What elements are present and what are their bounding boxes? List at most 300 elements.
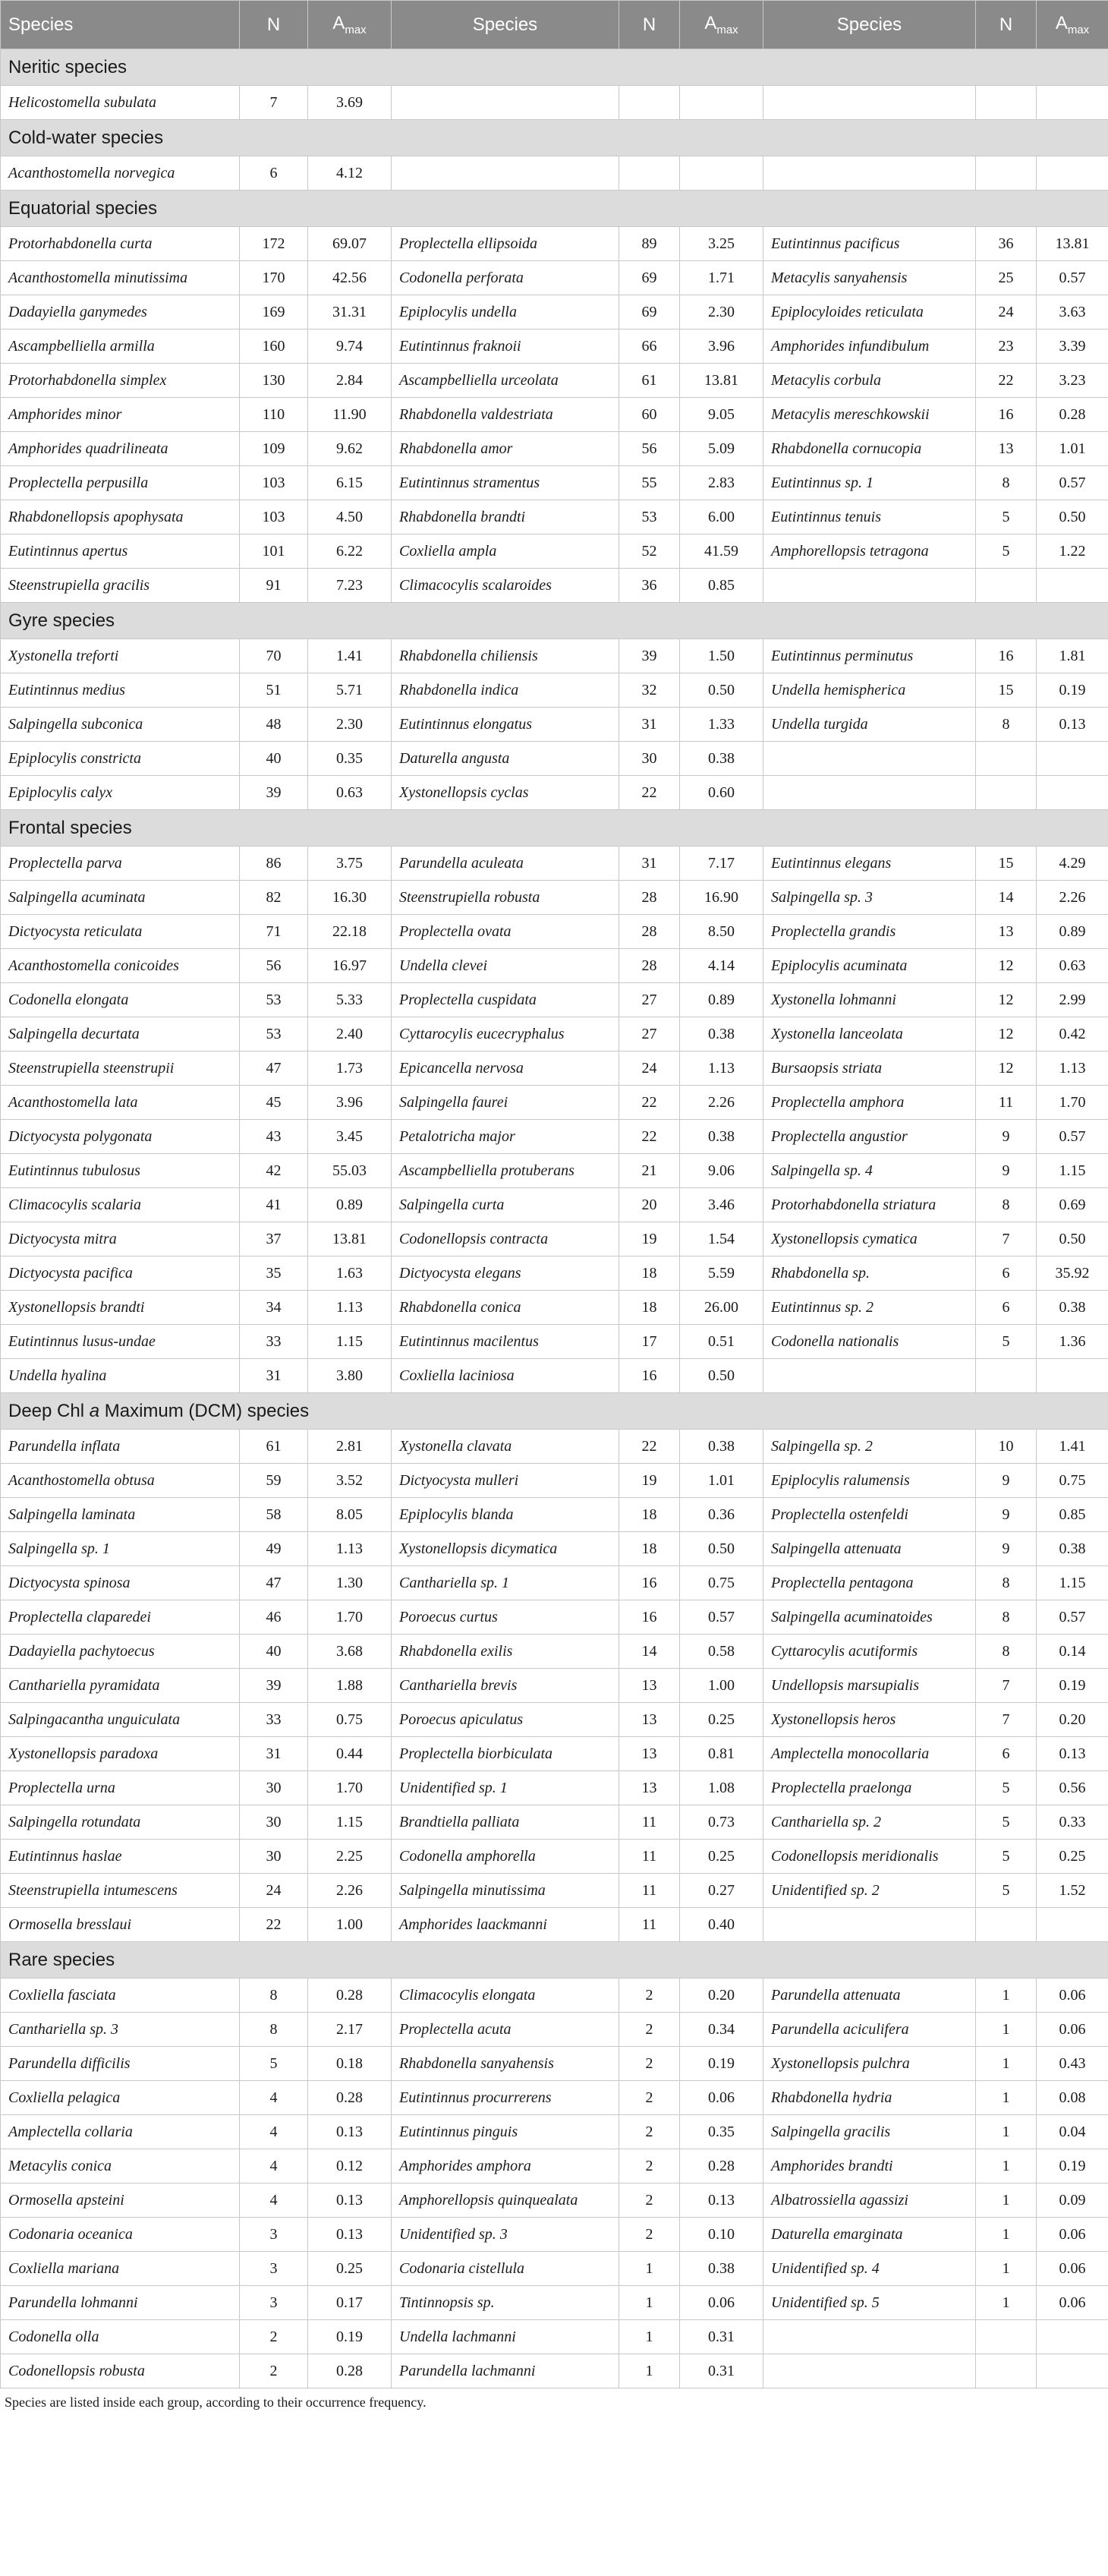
group-title: Gyre species xyxy=(1,603,1108,639)
species-name-cell: Albatrossiella agassizi xyxy=(763,2183,976,2218)
count-cell: 30 xyxy=(240,1805,308,1840)
amax-cell: 0.89 xyxy=(1037,915,1108,949)
species-name-cell: Codonellopsis robusta xyxy=(1,2354,240,2388)
amax-cell: 0.25 xyxy=(680,1703,763,1737)
amax-cell: 2.40 xyxy=(308,1017,392,1052)
count-cell: 8 xyxy=(240,2013,308,2047)
count-cell: 1 xyxy=(976,1979,1037,2013)
amax-cell: 0.06 xyxy=(680,2081,763,2115)
amax-cell: 0.38 xyxy=(680,2252,763,2286)
table-row xyxy=(1,1805,1108,1840)
count-cell: 21 xyxy=(619,1154,680,1188)
species-name-cell: Eutintinnus haslae xyxy=(1,1840,240,1874)
species-name-cell: Rhabdonella valdestriata xyxy=(392,398,619,432)
count-cell: 16 xyxy=(976,639,1037,673)
count-cell: 13 xyxy=(976,915,1037,949)
species-name-cell: Eutintinnus sp. 1 xyxy=(763,466,976,500)
species-name-cell: Epiplocylis blanda xyxy=(392,1498,619,1532)
count-cell: 36 xyxy=(619,569,680,603)
count-cell xyxy=(976,156,1037,191)
species-name-cell xyxy=(763,156,976,191)
amax-cell: 0.19 xyxy=(1037,673,1108,708)
count-cell: 11 xyxy=(619,1805,680,1840)
species-name-cell: Dictyocysta spinosa xyxy=(1,1566,240,1600)
count-cell: 2 xyxy=(619,2013,680,2047)
amax-cell: 0.28 xyxy=(308,2354,392,2388)
species-name-cell: Canthariella sp. 2 xyxy=(763,1805,976,1840)
count-cell: 17 xyxy=(619,1325,680,1359)
amax-cell: 0.13 xyxy=(1037,708,1108,742)
amax-cell: 5.71 xyxy=(308,673,392,708)
species-name-cell: Proplectella cuspidata xyxy=(392,983,619,1017)
species-name-cell: Eutintinnus tubulosus xyxy=(1,1154,240,1188)
amax-cell xyxy=(1037,86,1108,120)
species-name-cell: Xystonella lanceolata xyxy=(763,1017,976,1052)
amax-cell: 1.13 xyxy=(680,1052,763,1086)
count-cell: 40 xyxy=(240,1635,308,1669)
amax-cell: 3.46 xyxy=(680,1188,763,1222)
table-row xyxy=(1,1600,1108,1635)
amax-cell: 3.63 xyxy=(1037,295,1108,329)
amax-cell xyxy=(1037,776,1108,810)
table-row xyxy=(1,2354,1108,2388)
table-row xyxy=(1,569,1108,603)
species-name-cell: Salpingella sp. 4 xyxy=(763,1154,976,1188)
species-name-cell: Xystonellopsis dicymatica xyxy=(392,1532,619,1566)
amax-cell: 0.31 xyxy=(680,2354,763,2388)
table-row xyxy=(1,1154,1108,1188)
amax-cell: 0.13 xyxy=(1037,1737,1108,1771)
count-cell: 2 xyxy=(619,1979,680,2013)
count-cell: 30 xyxy=(240,1771,308,1805)
amax-cell: 8.05 xyxy=(308,1498,392,1532)
species-name-cell: Dictyocysta mulleri xyxy=(392,1464,619,1498)
count-cell: 6 xyxy=(976,1256,1037,1291)
species-name-cell: Codonaria cistellula xyxy=(392,2252,619,2286)
count-cell: 59 xyxy=(240,1464,308,1498)
group-header-row xyxy=(1,120,1108,156)
species-name-cell: Eutintinnus sp. 2 xyxy=(763,1291,976,1325)
amax-cell: 4.50 xyxy=(308,500,392,534)
group-title: Deep Chl a Maximum (DCM) species xyxy=(1,1393,1108,1430)
table-row xyxy=(1,364,1108,398)
species-name-cell: Proplectella claparedei xyxy=(1,1600,240,1635)
table-row xyxy=(1,2252,1108,2286)
amax-cell: 0.19 xyxy=(680,2047,763,2081)
species-name-cell: Eutintinnus lusus-undae xyxy=(1,1325,240,1359)
species-name-cell: Climacocylis elongata xyxy=(392,1979,619,2013)
table-row xyxy=(1,2149,1108,2183)
species-name-cell: Cyttarocylis acutiformis xyxy=(763,1635,976,1669)
species-name-cell: Unidentified sp. 1 xyxy=(392,1771,619,1805)
species-name-cell: Undella hemispherica xyxy=(763,673,976,708)
table-row xyxy=(1,466,1108,500)
species-name-cell: Protorhabdonella curta xyxy=(1,227,240,261)
table-row xyxy=(1,1635,1108,1669)
group-title: Cold-water species xyxy=(1,120,1108,156)
header-species-2: Species xyxy=(392,1,619,49)
species-name-cell: Parundella lachmanni xyxy=(392,2354,619,2388)
count-cell: 1 xyxy=(976,2149,1037,2183)
amax-cell: 1.00 xyxy=(680,1669,763,1703)
amax-cell: 0.28 xyxy=(680,2149,763,2183)
count-cell: 7 xyxy=(240,86,308,120)
amax-cell: 1.54 xyxy=(680,1222,763,1256)
count-cell: 12 xyxy=(976,1052,1037,1086)
amax-cell: 0.04 xyxy=(1037,2115,1108,2149)
amax-cell xyxy=(1037,742,1108,776)
amax-cell: 0.50 xyxy=(680,1532,763,1566)
amax-cell: 9.62 xyxy=(308,432,392,466)
species-name-cell: Rhabdonella cornucopia xyxy=(763,432,976,466)
species-name-cell: Epiplocylis calyx xyxy=(1,776,240,810)
table-row xyxy=(1,2286,1108,2320)
table-row xyxy=(1,1840,1108,1874)
amax-cell xyxy=(1037,2354,1108,2388)
count-cell: 60 xyxy=(619,398,680,432)
amax-cell: 6.15 xyxy=(308,466,392,500)
amax-cell: 0.28 xyxy=(308,2081,392,2115)
species-name-cell: Epiplocylis constricta xyxy=(1,742,240,776)
table-row xyxy=(1,1464,1108,1498)
count-cell: 8 xyxy=(976,1600,1037,1635)
amax-cell: 0.38 xyxy=(680,1120,763,1154)
species-name-cell: Steenstrupiella intumescens xyxy=(1,1874,240,1908)
amax-cell xyxy=(1037,1908,1108,1942)
amax-cell: 55.03 xyxy=(308,1154,392,1188)
count-cell xyxy=(976,2354,1037,2388)
amax-cell: 2.25 xyxy=(308,1840,392,1874)
table-row xyxy=(1,2320,1108,2354)
species-name-cell: Salpingella laminata xyxy=(1,1498,240,1532)
species-name-cell: Proplectella grandis xyxy=(763,915,976,949)
amax-cell: 0.14 xyxy=(1037,1635,1108,1669)
amax-cell: 0.38 xyxy=(680,1430,763,1464)
species-name-cell xyxy=(763,742,976,776)
count-cell xyxy=(976,1359,1037,1393)
table-row xyxy=(1,1052,1108,1086)
table-row xyxy=(1,1017,1108,1052)
group-header-row xyxy=(1,49,1108,86)
count-cell: 7 xyxy=(976,1669,1037,1703)
amax-cell: 0.85 xyxy=(680,569,763,603)
amax-cell: 0.51 xyxy=(680,1325,763,1359)
table-row xyxy=(1,1737,1108,1771)
species-name-cell: Codonellopsis meridionalis xyxy=(763,1840,976,1874)
amax-cell: 0.13 xyxy=(680,2183,763,2218)
amax-cell xyxy=(1037,156,1108,191)
count-cell: 103 xyxy=(240,500,308,534)
count-cell: 2 xyxy=(619,2149,680,2183)
count-cell: 42 xyxy=(240,1154,308,1188)
amax-cell: 2.83 xyxy=(680,466,763,500)
species-name-cell: Xystonellopsis cyclas xyxy=(392,776,619,810)
species-name-cell: Salpingella sp. 2 xyxy=(763,1430,976,1464)
amax-cell: 3.69 xyxy=(308,86,392,120)
header-species-3: Species xyxy=(763,1,976,49)
species-name-cell: Parundella difficilis xyxy=(1,2047,240,2081)
species-name-cell: Epiplocyloides reticulata xyxy=(763,295,976,329)
amax-cell: 9.74 xyxy=(308,329,392,364)
species-name-cell: Protorhabdonella striatura xyxy=(763,1188,976,1222)
species-name-cell: Parundella aculeata xyxy=(392,847,619,881)
table-row xyxy=(1,2218,1108,2252)
count-cell: 110 xyxy=(240,398,308,432)
amax-cell: 0.38 xyxy=(680,742,763,776)
species-name-cell xyxy=(392,86,619,120)
amax-cell: 0.50 xyxy=(1037,1222,1108,1256)
count-cell: 9 xyxy=(976,1498,1037,1532)
count-cell: 22 xyxy=(619,1430,680,1464)
species-name-cell: Poroecus apiculatus xyxy=(392,1703,619,1737)
count-cell: 19 xyxy=(619,1464,680,1498)
amax-cell: 0.57 xyxy=(1037,1120,1108,1154)
amax-cell: 0.06 xyxy=(1037,2252,1108,2286)
table-row xyxy=(1,1086,1108,1120)
count-cell: 61 xyxy=(240,1430,308,1464)
table-row xyxy=(1,881,1108,915)
species-name-cell: Xystonella clavata xyxy=(392,1430,619,1464)
count-cell: 2 xyxy=(619,2183,680,2218)
count-cell: 89 xyxy=(619,227,680,261)
count-cell: 33 xyxy=(240,1703,308,1737)
amax-cell: 0.06 xyxy=(1037,2286,1108,2320)
count-cell: 39 xyxy=(240,776,308,810)
count-cell: 48 xyxy=(240,708,308,742)
species-name-cell: Undellopsis marsupialis xyxy=(763,1669,976,1703)
count-cell: 3 xyxy=(240,2218,308,2252)
amax-cell: 0.38 xyxy=(680,1017,763,1052)
table-row xyxy=(1,673,1108,708)
table-row xyxy=(1,156,1108,191)
amax-cell: 1.41 xyxy=(1037,1430,1108,1464)
species-name-cell: Parundella aciculifera xyxy=(763,2013,976,2047)
amax-cell: 1.30 xyxy=(308,1566,392,1600)
group-title: Rare species xyxy=(1,1942,1108,1979)
count-cell: 16 xyxy=(619,1359,680,1393)
count-cell: 11 xyxy=(619,1840,680,1874)
group-header-row xyxy=(1,191,1108,227)
amax-cell: 4.14 xyxy=(680,949,763,983)
amax-cell: 0.36 xyxy=(680,1498,763,1532)
count-cell: 8 xyxy=(976,1188,1037,1222)
amax-cell: 7.17 xyxy=(680,847,763,881)
table-row xyxy=(1,2047,1108,2081)
table-row xyxy=(1,1498,1108,1532)
count-cell: 101 xyxy=(240,534,308,569)
count-cell: 16 xyxy=(619,1566,680,1600)
species-name-cell: Codonaria oceanica xyxy=(1,2218,240,2252)
species-name-cell: Brandtiella palliata xyxy=(392,1805,619,1840)
count-cell: 27 xyxy=(619,983,680,1017)
species-name-cell: Canthariella sp. 1 xyxy=(392,1566,619,1600)
species-name-cell: Xystonellopsis pulchra xyxy=(763,2047,976,2081)
table-row xyxy=(1,639,1108,673)
count-cell: 2 xyxy=(240,2320,308,2354)
species-name-cell: Codonella elongata xyxy=(1,983,240,1017)
header-n-3: N xyxy=(976,1,1037,49)
amax-cell: 0.85 xyxy=(1037,1498,1108,1532)
amax-cell: 1.73 xyxy=(308,1052,392,1086)
species-name-cell: Ormosella bresslaui xyxy=(1,1908,240,1942)
count-cell: 1 xyxy=(976,2252,1037,2286)
species-name-cell: Salpingella decurtata xyxy=(1,1017,240,1052)
species-name-cell: Salpingella subconica xyxy=(1,708,240,742)
count-cell: 5 xyxy=(976,534,1037,569)
count-cell: 15 xyxy=(976,847,1037,881)
species-name-cell: Eutintinnus elongatus xyxy=(392,708,619,742)
amax-cell: 1.52 xyxy=(1037,1874,1108,1908)
amax-cell: 0.57 xyxy=(680,1600,763,1635)
species-name-cell: Salpingella minutissima xyxy=(392,1874,619,1908)
species-name-cell xyxy=(763,2320,976,2354)
count-cell: 8 xyxy=(976,708,1037,742)
species-name-cell: Ascampbelliella armilla xyxy=(1,329,240,364)
count-cell: 109 xyxy=(240,432,308,466)
count-cell: 103 xyxy=(240,466,308,500)
species-name-cell: Eutintinnus macilentus xyxy=(392,1325,619,1359)
species-name-cell: Salpingella curta xyxy=(392,1188,619,1222)
count-cell: 41 xyxy=(240,1188,308,1222)
amax-cell: 3.96 xyxy=(680,329,763,364)
count-cell: 35 xyxy=(240,1256,308,1291)
table-row xyxy=(1,983,1108,1017)
species-name-cell: Acanthostomella minutissima xyxy=(1,261,240,295)
amax-cell: 0.57 xyxy=(1037,1600,1108,1635)
species-name-cell: Canthariella brevis xyxy=(392,1669,619,1703)
count-cell: 7 xyxy=(976,1222,1037,1256)
species-name-cell: Coxliella ampla xyxy=(392,534,619,569)
count-cell: 11 xyxy=(619,1908,680,1942)
count-cell: 16 xyxy=(976,398,1037,432)
species-name-cell: Amphorides minor xyxy=(1,398,240,432)
count-cell: 36 xyxy=(976,227,1037,261)
amax-cell: 2.81 xyxy=(308,1430,392,1464)
count-cell: 11 xyxy=(619,1874,680,1908)
species-name-cell: Rhabdonella conica xyxy=(392,1291,619,1325)
amax-cell: 1.71 xyxy=(680,261,763,295)
count-cell: 70 xyxy=(240,639,308,673)
amax-cell: 0.63 xyxy=(1037,949,1108,983)
count-cell xyxy=(976,2320,1037,2354)
count-cell: 31 xyxy=(619,708,680,742)
species-name-cell: Bursaopsis striata xyxy=(763,1052,976,1086)
amax-cell: 0.75 xyxy=(308,1703,392,1737)
table-row xyxy=(1,1669,1108,1703)
amax-cell: 1.70 xyxy=(308,1771,392,1805)
species-name-cell: Rhabdonella chiliensis xyxy=(392,639,619,673)
species-name-cell: Protorhabdonella simplex xyxy=(1,364,240,398)
count-cell: 22 xyxy=(619,776,680,810)
header-n-2: N xyxy=(619,1,680,49)
count-cell: 37 xyxy=(240,1222,308,1256)
header-n-1: N xyxy=(240,1,308,49)
amax-cell: 2.26 xyxy=(308,1874,392,1908)
count-cell xyxy=(976,569,1037,603)
species-name-cell: Acanthostomella lata xyxy=(1,1086,240,1120)
species-name-cell: Salpingella faurei xyxy=(392,1086,619,1120)
table-row xyxy=(1,1430,1108,1464)
amax-cell: 3.52 xyxy=(308,1464,392,1498)
count-cell: 8 xyxy=(240,1979,308,2013)
amax-cell: 1.36 xyxy=(1037,1325,1108,1359)
species-name-cell: Climacocylis scalaria xyxy=(1,1188,240,1222)
group-header-row xyxy=(1,603,1108,639)
count-cell: 6 xyxy=(976,1737,1037,1771)
species-name-cell: Steenstrupiella gracilis xyxy=(1,569,240,603)
species-name-cell: Dictyocysta elegans xyxy=(392,1256,619,1291)
species-name-cell: Eutintinnus elegans xyxy=(763,847,976,881)
amax-cell: 0.06 xyxy=(1037,2218,1108,2252)
amax-cell: 0.28 xyxy=(1037,398,1108,432)
table-row xyxy=(1,86,1108,120)
species-name-cell: Coxliella mariana xyxy=(1,2252,240,2286)
species-name-cell: Eutintinnus perminutus xyxy=(763,639,976,673)
amax-cell: 0.50 xyxy=(1037,500,1108,534)
count-cell: 53 xyxy=(240,1017,308,1052)
amax-cell: 7.23 xyxy=(308,569,392,603)
amax-cell xyxy=(1037,1359,1108,1393)
count-cell: 4 xyxy=(240,2183,308,2218)
group-header-row xyxy=(1,1393,1108,1430)
count-cell: 6 xyxy=(976,1291,1037,1325)
species-name-cell: Codonella amphorella xyxy=(392,1840,619,1874)
species-name-cell: Xystonella lohmanni xyxy=(763,983,976,1017)
species-name-cell: Proplectella ellipsoida xyxy=(392,227,619,261)
table-header xyxy=(1,1,1108,49)
table-row xyxy=(1,742,1108,776)
table-row xyxy=(1,1908,1108,1942)
species-name-cell: Salpingella acuminata xyxy=(1,881,240,915)
count-cell: 5 xyxy=(976,500,1037,534)
species-name-cell: Undella hyalina xyxy=(1,1359,240,1393)
count-cell: 5 xyxy=(976,1874,1037,1908)
count-cell: 15 xyxy=(976,673,1037,708)
species-name-cell: Amphorides amphora xyxy=(392,2149,619,2183)
amax-cell: 0.35 xyxy=(308,742,392,776)
amax-cell: 0.75 xyxy=(680,1566,763,1600)
species-name-cell: Rhabdonella brandti xyxy=(392,500,619,534)
species-name-cell: Salpingacantha unguiculata xyxy=(1,1703,240,1737)
count-cell: 8 xyxy=(976,1635,1037,1669)
count-cell: 4 xyxy=(240,2115,308,2149)
count-cell: 2 xyxy=(240,2354,308,2388)
species-name-cell: Acanthostomella conicoides xyxy=(1,949,240,983)
count-cell: 12 xyxy=(976,1017,1037,1052)
amax-cell: 0.69 xyxy=(1037,1188,1108,1222)
count-cell: 28 xyxy=(619,881,680,915)
amax-cell: 0.06 xyxy=(1037,2013,1108,2047)
count-cell: 47 xyxy=(240,1566,308,1600)
species-name-cell: Eutintinnus pinguis xyxy=(392,2115,619,2149)
amax-cell: 0.44 xyxy=(308,1737,392,1771)
species-name-cell: Xystonellopsis heros xyxy=(763,1703,976,1737)
species-name-cell: Parundella inflata xyxy=(1,1430,240,1464)
amax-cell xyxy=(680,156,763,191)
table-row xyxy=(1,847,1108,881)
count-cell xyxy=(976,742,1037,776)
count-cell: 9 xyxy=(976,1154,1037,1188)
count-cell: 24 xyxy=(619,1052,680,1086)
table-row xyxy=(1,949,1108,983)
amax-cell: 1.01 xyxy=(1037,432,1108,466)
count-cell: 24 xyxy=(240,1874,308,1908)
species-name-cell xyxy=(392,156,619,191)
amax-cell: 0.42 xyxy=(1037,1017,1108,1052)
amax-cell: 0.35 xyxy=(680,2115,763,2149)
count-cell: 51 xyxy=(240,673,308,708)
amax-cell: 0.34 xyxy=(680,2013,763,2047)
